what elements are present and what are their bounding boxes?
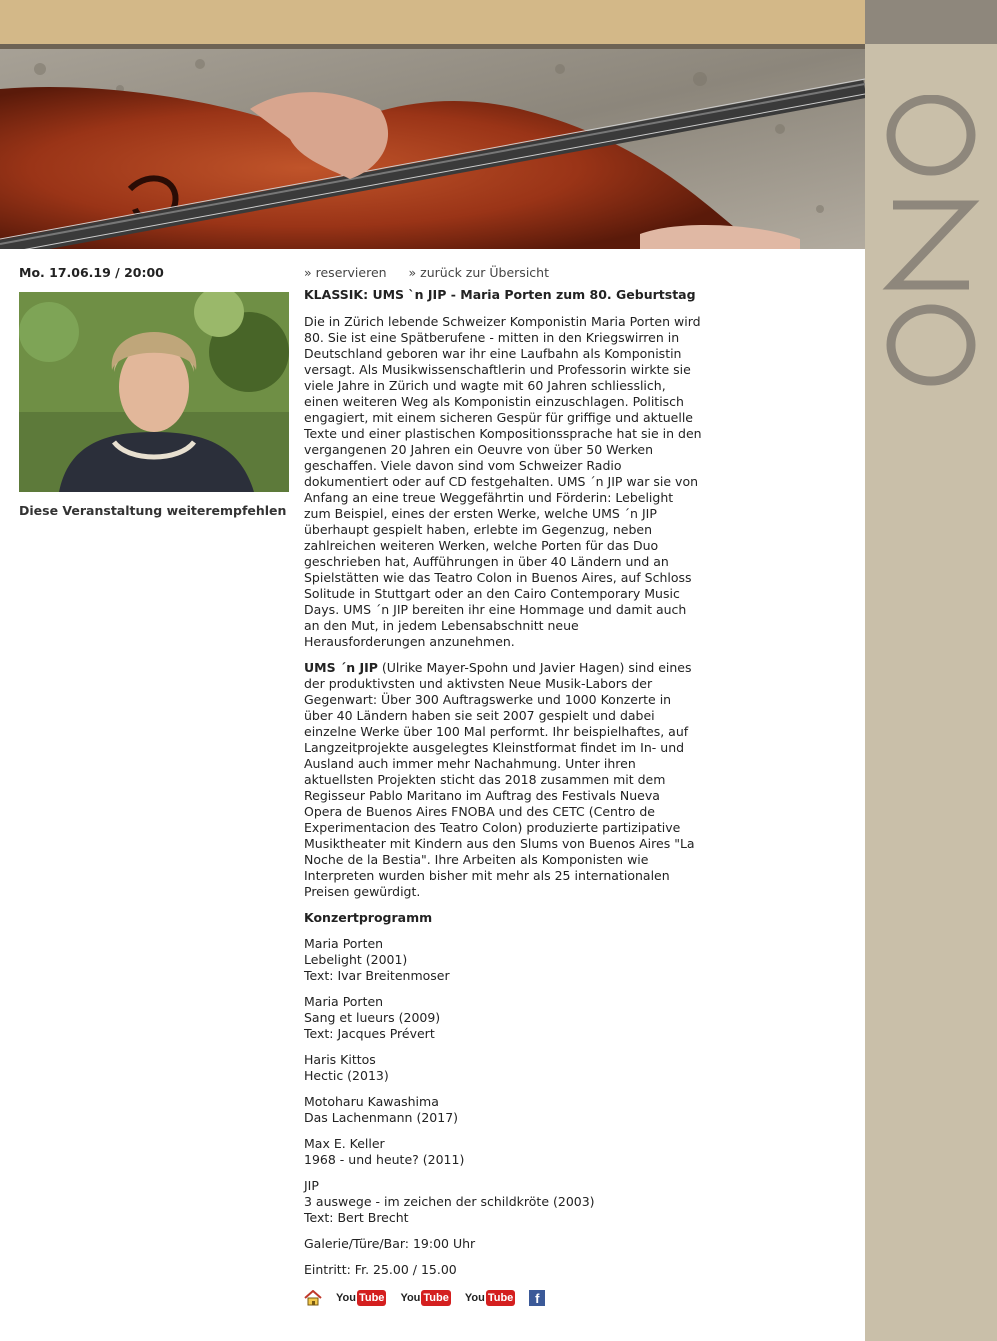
event-detail — [304, 264, 702, 1308]
program-work: Lebelight (2001) — [304, 952, 408, 967]
program-composer: Maria Porten — [304, 936, 384, 951]
hero-banner — [0, 49, 865, 249]
facebook-icon[interactable]: f — [529, 1290, 545, 1306]
youtube-tube: Tube — [358, 1292, 385, 1304]
sidebar-top-block — [865, 0, 997, 44]
youtube-icon[interactable] — [336, 1290, 386, 1306]
program-work: 1968 - und heute? (2011) — [304, 1152, 465, 1167]
top-bar — [0, 0, 865, 44]
home-icon[interactable] — [304, 1290, 322, 1306]
program-item — [304, 1136, 702, 1168]
doors-info: Galerie/Türe/Bar: 19:00 Uhr — [304, 1236, 476, 1251]
youtube-tube: Tube — [487, 1292, 514, 1304]
program-text: Text: Ivar Breitenmoser — [304, 968, 450, 983]
link-icons — [304, 1288, 702, 1308]
program-composer: Maria Porten — [304, 994, 384, 1009]
program-item — [304, 1178, 702, 1226]
program-item — [304, 1052, 702, 1084]
recommend-link[interactable]: Diese Veranstaltung weiterempfehlen — [19, 503, 287, 518]
event-date: Mo. 17.06.19 / 20:00 — [19, 265, 164, 280]
youtube-icon[interactable] — [400, 1290, 450, 1306]
program-composer: JIP — [304, 1178, 319, 1193]
program-composer: Haris Kittos — [304, 1052, 376, 1067]
program-text: Text: Jacques Prévert — [304, 1026, 435, 1041]
program-text: Text: Bert Brecht — [304, 1210, 409, 1225]
youtube-you: You — [464, 1292, 485, 1304]
program-item — [304, 1094, 702, 1126]
youtube-icon[interactable] — [465, 1290, 515, 1306]
left-column — [19, 264, 289, 520]
program-composer: Motoharu Kawashima — [304, 1094, 439, 1109]
program-item — [304, 994, 702, 1042]
program-composer: Max E. Keller — [304, 1136, 385, 1151]
right-sidebar — [865, 0, 997, 1341]
program-work: 3 auswege - im zeichen der schildkröte (2003) — [304, 1194, 595, 1209]
event-nav — [304, 264, 702, 282]
event-title: KLASSIK: UMS `n JIP - Maria Porten zum 80. Geburtstag — [304, 287, 696, 302]
violin-illustration — [0, 49, 865, 249]
youtube-tube: Tube — [423, 1292, 449, 1304]
event-description: Die in Zürich lebende Schweizer Komponistin Maria Porten wird 80. Sie ist eine Spätberufene - mitten in den Kriegswirren in Deutschland geboren war ihr eine Laufbahn als Komponistin versagt. Als Musikwissenschaftlerin und Professorin wirkte sie viele Jahre in Zürich und wagte mit 60 Jahren schliesslich, einen weiteren Weg als Komponistin einzuschlagen. Politisch engagiert, mit einem sicheren Gespür für griffige und aktuelle Texte und einer plastischen Kompositionssprache hat sie in den vergangenen 20 Jahren ein Oeuvre von über 50 Werken geschaffen. Viele davon sind vom Schweizer Radio dokumentiert oder auf CD festgehalten. UMS ´n JIP war sie von Anfang an eine treue Weggefährtin und Förderin: Lebelight zum Beispiel, eines der ersten Werke, welche UMS ´n JIP überhaupt gespielt haben, erlebte im Gegenzug, neben zahlreichen weiteren Werken, welche Porten für das Duo geschrieben hat, Aufführungen in über 40 Ländern und an Spielstätten wie das Teatro Colon in Buenos Aires, auf Schloss Solitude in Stuttgart oder an den Cairo Contemporary Music Days. UMS ´n JIP bereiten ihr eine Hommage und damit auch an den Mut, in jedem Lebensabschnitt neue Herausforderungen anzunehmen. — [304, 314, 702, 649]
artist-description — [304, 660, 702, 900]
artist-description-text: (Ulrike Mayer-Spohn und Javier Hagen) sind eines der produktivsten und aktivsten Neue Musik-Labors der Gegenwart: Über 300 Auftragswerke und 1000 Konzerte in über 40 Ländern haben sie seit 2007 gespielt und dabei einzelne Werke über 100 Mal performt. Ihr beispielhaftes, auf Langzeitprojekte ausgelegtes Kleinstformat findet im In- und Ausland auch immer mehr Nachahmung. Unter ihren aktuellsten Projekten sticht das 2018 zusammen mit dem Regisseur Pablo Maritano im Auftrag des Festivals Nueva Opera de Buenos Aires FNOBA und des CETC (Centro de Experimentacion des Teatro Colon) produzierte partizipative Musiktheater mit Kindern aus den Slums von Buenos Aires "La Noche de la Bestia". Ihre Arbeiten als Komponisten wie Interpreten wurden bisher mit mehr als 25 internationalen Preisen gewürdigt. — [304, 660, 695, 899]
artist-photo — [19, 292, 289, 492]
artist-name: UMS ´n JIP — [304, 660, 378, 675]
youtube-you: You — [336, 1292, 356, 1304]
program-work: Sang et lueurs (2009) — [304, 1010, 441, 1025]
admission-info: Eintritt: Fr. 25.00 / 15.00 — [304, 1262, 457, 1277]
program-item — [304, 936, 702, 984]
back-to-overview-link[interactable]: » zurück zur Übersicht — [408, 265, 549, 280]
reserve-link[interactable]: » reservieren — [304, 265, 387, 280]
youtube-you: You — [400, 1292, 421, 1304]
program-work: Das Lachenmann (2017) — [304, 1110, 459, 1125]
program-heading: Konzertprogramm — [304, 910, 433, 925]
program-work: Hectic (2013) — [304, 1068, 389, 1083]
ono-logo — [865, 95, 997, 395]
